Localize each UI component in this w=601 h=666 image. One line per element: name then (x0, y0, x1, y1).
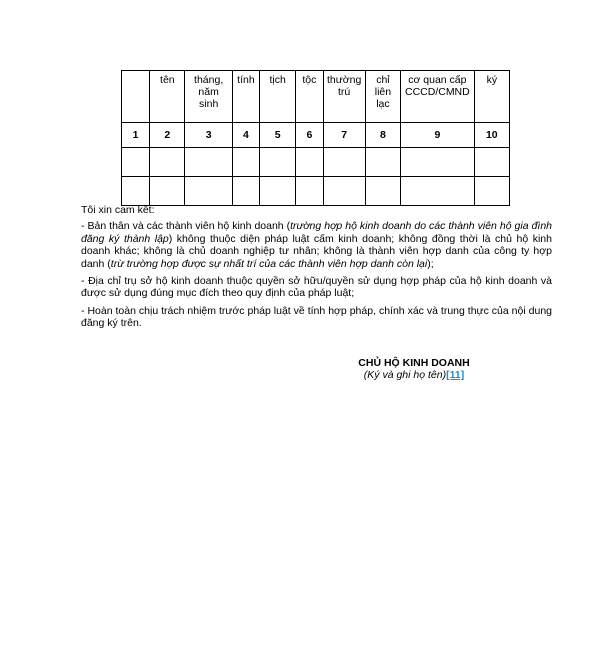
header-cell: tính (232, 71, 259, 123)
header-cell: tộc (296, 71, 323, 123)
signature-instruction (330, 369, 498, 381)
table-cell[interactable] (232, 148, 259, 177)
table-cell[interactable] (150, 148, 185, 177)
commitment-section (81, 204, 552, 335)
header-cell: ký (474, 71, 509, 123)
header-cell: cơ quan cấp CCCD/CMND (401, 71, 475, 123)
column-number: 10 (474, 123, 509, 148)
commitment-intro: Tôi xin cam kết: (81, 204, 155, 216)
commitment-text: ) không thuộc diện pháp luật cấm kinh doanh; không đồng thời là chủ hộ kinh doanh khác; không là chủ doanh nghiệp tư nhân; không là thành viên hợp danh của công ty hợp danh ( (81, 232, 552, 270)
column-number: 4 (232, 123, 259, 148)
table-cell[interactable] (474, 148, 509, 177)
commitment-item-2: - Địa chỉ trụ sở hộ kinh doanh thuộc quyền sở hữu/quyền sử dụng hợp pháp của hộ kinh doanh và được sử dụng đúng mục đích theo quy định của pháp luật; (81, 275, 552, 300)
footnote-link[interactable]: [11] (446, 369, 465, 381)
table-number-row (122, 123, 510, 148)
signature-note: (Ký và ghi họ tên) (363, 369, 447, 381)
table-row (122, 177, 510, 206)
table-cell[interactable] (323, 177, 365, 206)
commitment-item-3: - Hoàn toàn chịu trách nhiệm trước pháp luật về tính hợp pháp, chính xác và trung thực của nội dung đăng ký trên. (81, 304, 552, 330)
column-number: 5 (260, 123, 296, 148)
column-number: 2 (150, 123, 185, 148)
signature-block (330, 357, 498, 381)
column-number: 8 (365, 123, 400, 148)
table-cell[interactable] (260, 177, 296, 206)
column-number: 6 (296, 123, 323, 148)
column-number: 1 (122, 123, 150, 148)
table-cell[interactable] (122, 148, 150, 177)
table-cell[interactable] (365, 148, 400, 177)
header-cell: tịch (260, 71, 296, 123)
header-cell: tháng, năm sinh (185, 71, 232, 123)
table-cell[interactable] (232, 177, 259, 206)
commitment-item-1 (81, 220, 552, 270)
table-cell[interactable] (296, 177, 323, 206)
commitment-italic-note: trừ trường hợp được sự nhất trí của các thành viên hợp danh còn lại (110, 257, 428, 270)
table-cell[interactable] (474, 177, 509, 206)
column-number: 7 (323, 123, 365, 148)
header-cell (122, 71, 150, 123)
table-cell[interactable] (185, 148, 232, 177)
header-cell: tên (150, 71, 185, 123)
table-cell[interactable] (323, 148, 365, 177)
table-cell[interactable] (365, 177, 400, 206)
signature-title: CHỦ HỘ KINH DOANH (358, 357, 470, 369)
household-members-table (121, 70, 510, 206)
commitment-italic-note: trường hợp hộ kinh doanh do các thành viên hộ gia đình đăng ký thành lập (81, 220, 552, 245)
table-cell[interactable] (150, 177, 185, 206)
column-number: 9 (401, 123, 475, 148)
table-cell[interactable] (296, 148, 323, 177)
table-cell[interactable] (122, 177, 150, 206)
header-cell: chỉ liên lạc (365, 71, 400, 123)
table-cell[interactable] (401, 177, 475, 206)
header-cell: thường trú (323, 71, 365, 123)
table-row (122, 148, 510, 177)
table-cell[interactable] (401, 148, 475, 177)
table-cell[interactable] (260, 148, 296, 177)
table-header-row (122, 71, 510, 123)
commitment-text: ); (427, 257, 434, 270)
column-number: 3 (185, 123, 232, 148)
commitment-text: - Bản thân và các thành viên hộ kinh doanh ( (81, 220, 291, 233)
table-cell[interactable] (185, 177, 232, 206)
